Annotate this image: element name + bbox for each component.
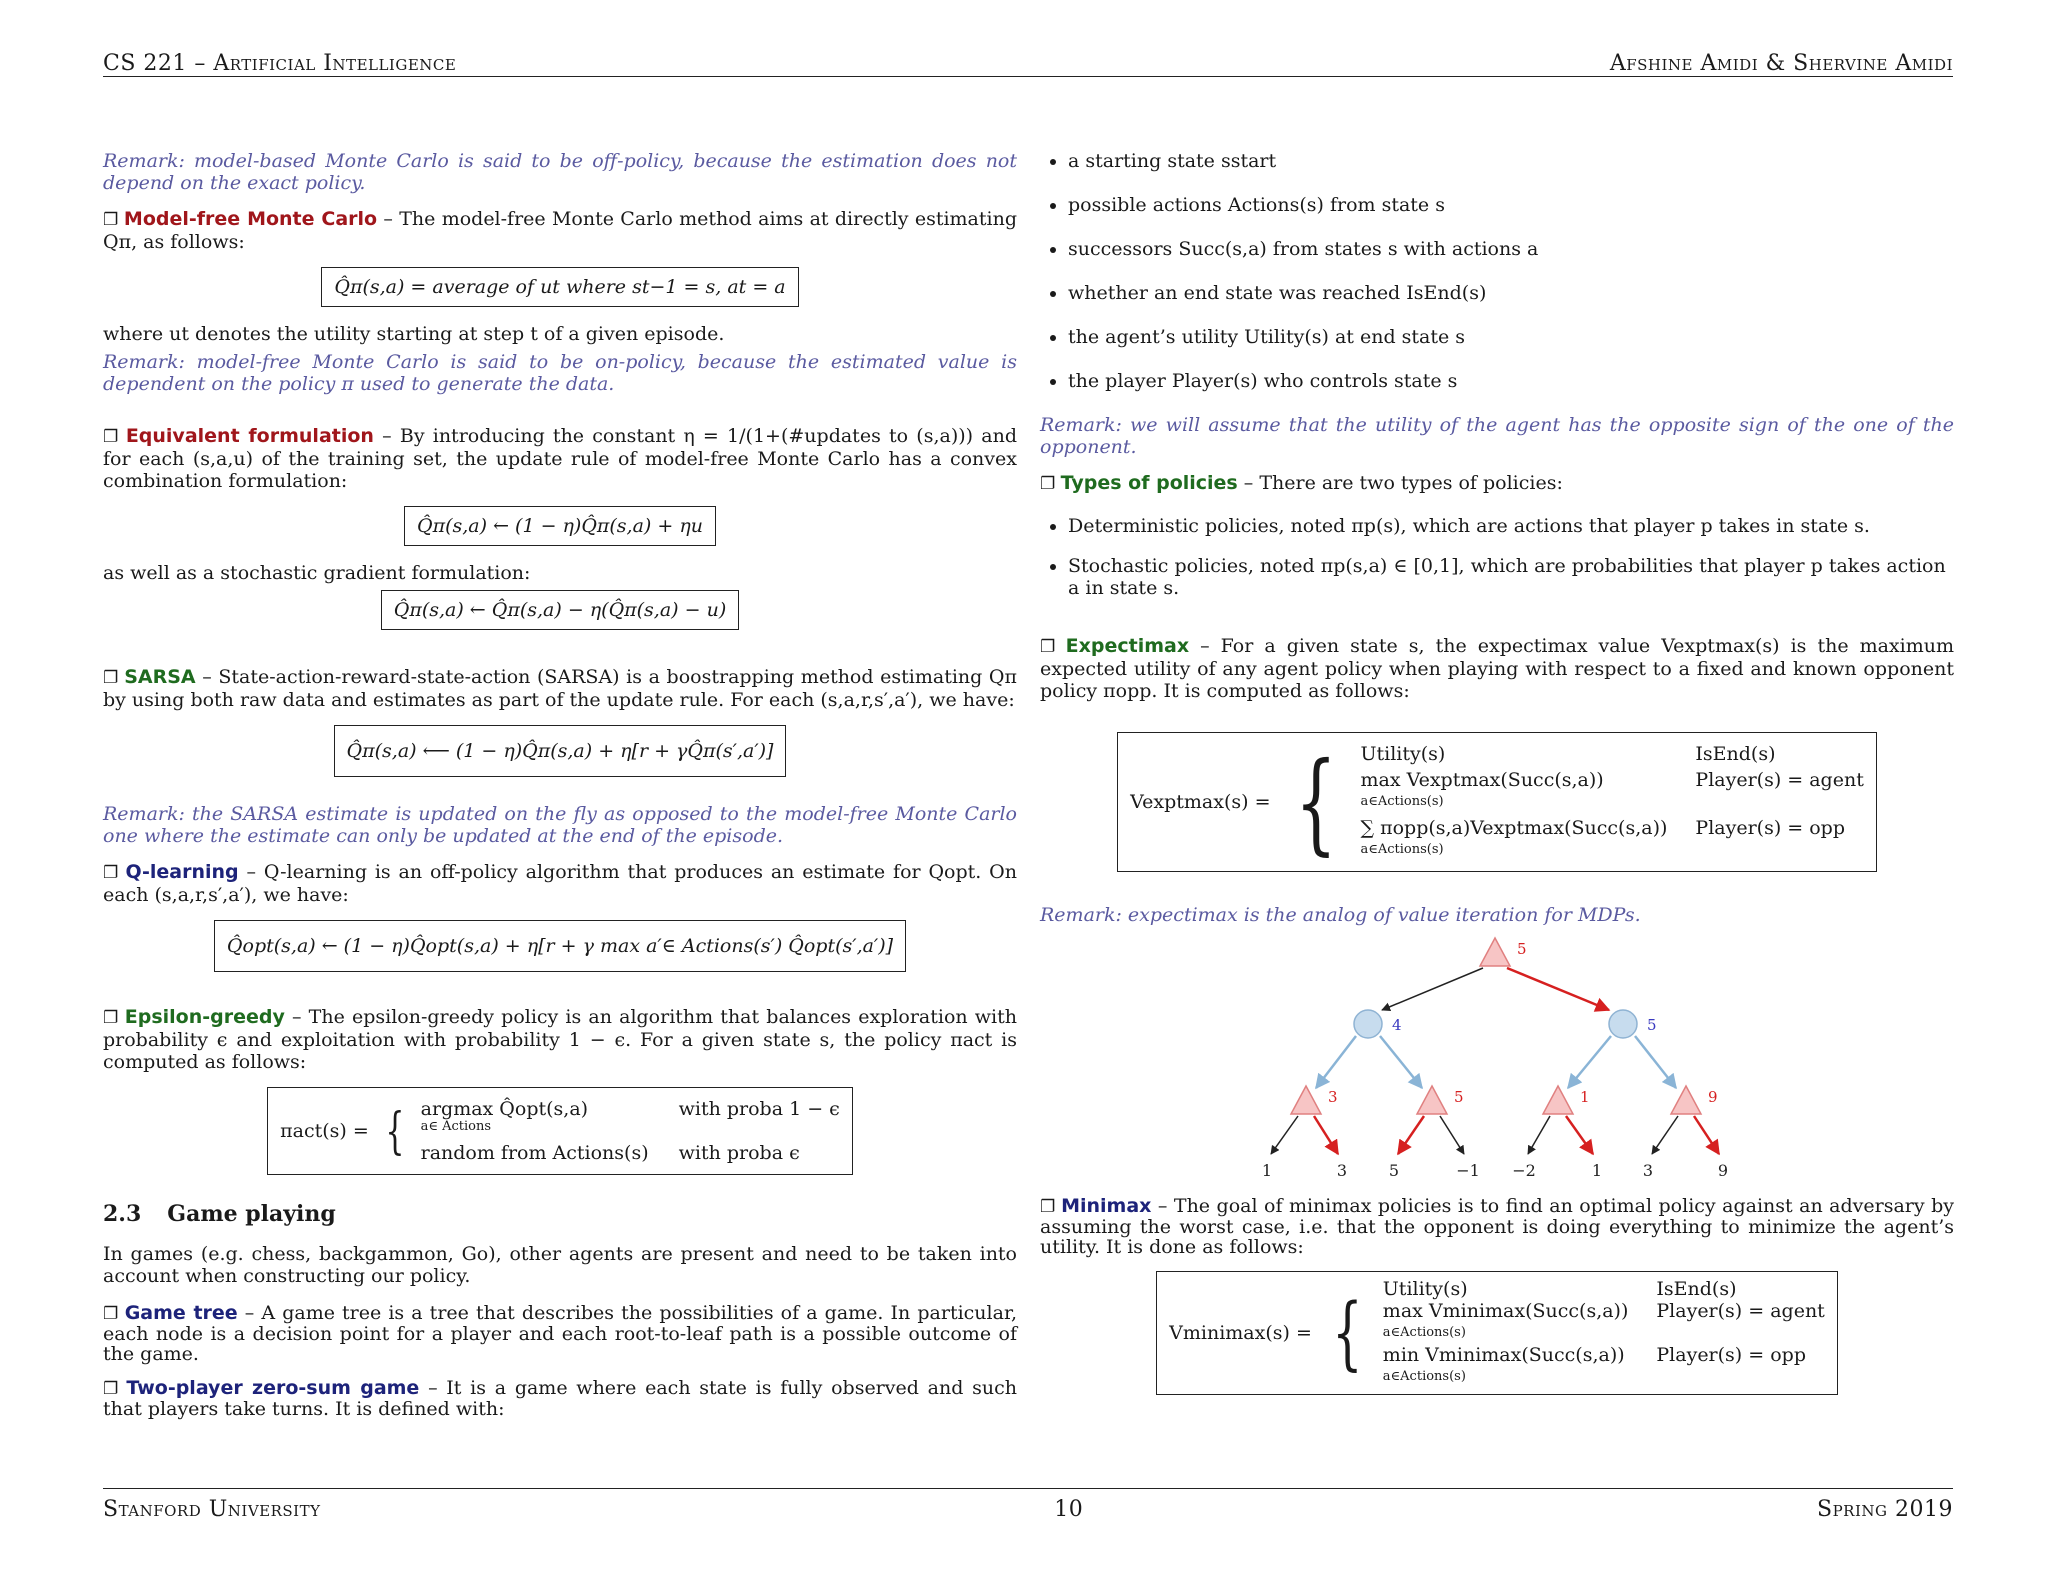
- mm-lhs: Vminimax(s) =: [1169, 1322, 1312, 1344]
- max-node-icon: [1671, 1086, 1701, 1114]
- em-row-expr: Utility(s): [1360, 743, 1446, 765]
- checkbox-icon: ❐: [103, 1304, 125, 1324]
- ql-text: – Q-learning is an off-policy algorithm that produces an estimate for Qopt. On each (s,a,r,s′,a′), we have:: [103, 861, 1017, 906]
- checkbox-icon: ❐: [103, 427, 126, 447]
- mm-row-expr: Utility(s): [1382, 1278, 1468, 1300]
- page-footer: [103, 1488, 1953, 1529]
- sarsa-text: – State-action-reward-state-action (SARSA) is a boostrapping method estimating Qπ by using both raw data and estimates as part of the update rule. For each (s,a,r,s′,a′), we have:: [103, 666, 1017, 711]
- checkbox-icon: ❐: [1040, 637, 1066, 657]
- tree-arrow: [1271, 1116, 1298, 1154]
- leaf-value: 5: [1388, 1161, 1400, 1180]
- list-item: • successors Succ(s,a) from states s with actions a: [1068, 238, 1954, 260]
- remark-model-free: Remark: model-free Monte Carlo is said to be on-policy, because the estimated value is dependent on the policy π used to generate the data.: [103, 351, 1017, 395]
- eq-between: as well as a stochastic gradient formulation:: [103, 562, 531, 584]
- tp-title: Two-player zero-sum game: [126, 1377, 420, 1399]
- checkbox-icon: ❐: [103, 210, 124, 230]
- tree-arrow: [1568, 1036, 1611, 1088]
- eq-formula-sgd: Q̂π(s,a) ← Q̂π(s,a) − η(Q̂π(s,a) − u): [381, 590, 739, 630]
- university: Stanford University: [103, 1496, 321, 1522]
- tree-arrow: [1316, 1036, 1356, 1088]
- chance-node-icon: [1609, 1010, 1637, 1038]
- em-row-cond: IsEnd(s): [1695, 743, 1776, 765]
- tree-arrow: [1652, 1116, 1678, 1154]
- em-row-cond: Player(s) = agent: [1695, 769, 1864, 791]
- max-node-value: 5: [1454, 1088, 1464, 1106]
- em-title: Expectimax: [1065, 635, 1190, 657]
- ql-paragraph: [103, 861, 1017, 906]
- left-brace-icon: {: [1294, 738, 1337, 866]
- tree-arrow: [1694, 1116, 1719, 1154]
- tree-arrow: [1528, 1116, 1550, 1154]
- max-node-value: 5: [1517, 940, 1527, 958]
- leaf-value: −2: [1512, 1161, 1536, 1180]
- sarsa-title: SARSA: [124, 666, 196, 688]
- remark-sarsa: Remark: the SARSA estimate is updated on the fly as opposed to the model-free Monte Carlo one where the estimate can only be updated at the end of the episode.: [103, 803, 1017, 847]
- tree-arrow: [1380, 1036, 1422, 1088]
- em-lhs: Vexptmax(s) =: [1130, 791, 1271, 813]
- tree-arrow: [1314, 1116, 1338, 1154]
- right-column: [1040, 150, 1954, 1425]
- gt-title: Game tree: [124, 1302, 238, 1324]
- tp-text: – It is a game where each state is fully observed and such that players take turns. It is defined with:: [103, 1377, 1017, 1420]
- chance-node-value: 4: [1392, 1016, 1402, 1034]
- sarsa-paragraph: [103, 666, 1017, 711]
- tree-arrow: [1382, 968, 1483, 1010]
- max-node-icon: [1417, 1086, 1447, 1114]
- em-row-expr: ∑ πopp(s,a)Vexptmax(Succ(s,a)) a∈Actions(s): [1360, 817, 1668, 857]
- tp-paragraph: [103, 1378, 1017, 1419]
- expectimax-formula: [1117, 732, 1877, 872]
- eq-formula-convex: Q̂π(s,a) ← (1 − η)Q̂π(s,a) + ηu: [404, 506, 716, 546]
- mfmc-formula: Q̂π(s,a) = average of ut where st−1 = s, at = a: [321, 267, 798, 307]
- mm-paragraph: [1040, 1196, 1954, 1257]
- max-node-value: 3: [1328, 1088, 1338, 1106]
- leaf-value: −1: [1456, 1161, 1480, 1180]
- leaf-value: 1: [1591, 1161, 1603, 1180]
- max-node-icon: [1543, 1086, 1573, 1114]
- checkbox-icon: ❐: [103, 1379, 127, 1399]
- eq-title: Equivalent formulation: [125, 425, 374, 447]
- checkbox-icon: ❐: [1040, 1197, 1062, 1217]
- minimax-formula: [1156, 1271, 1838, 1395]
- authors: Afshine Amidi & Shervine Amidi: [1609, 51, 1953, 76]
- mm-row-cond: Player(s) = agent: [1656, 1300, 1825, 1322]
- mfmc-paragraph: [103, 208, 1017, 253]
- mfmc-text: – The model-free Monte Carlo method aims at directly estimating Qπ, as follows:: [103, 208, 1017, 253]
- em-paragraph: [1040, 635, 1954, 702]
- em-text: – For a given state s, the expectimax value Vexptmax(s) is the maximum expected utility of any agent policy when playing with respect to a fixed and known opponent policy πopp. It is computed as follows:: [1040, 635, 1954, 702]
- eg-title: Epsilon-greedy: [124, 1006, 285, 1028]
- em-row-expr: max Vexptmax(Succ(s,a)) a∈Actions(s): [1360, 769, 1604, 809]
- gp-paragraph: In games (e.g. chess, backgammon, Go), other agents are present and need to be taken into account when constructing our policy.: [103, 1243, 1017, 1287]
- left-brace-icon: {: [385, 1102, 405, 1160]
- em-cases: [1361, 743, 1864, 861]
- mfmc-after: where ut denotes the utility starting at step t of a given episode.: [103, 323, 725, 345]
- minimax-tree-diagram: [1040, 932, 1954, 1192]
- ql-formula: Q̂opt(s,a) ← (1 − η)Q̂opt(s,a) + η[r + γ max a′∈ Actions(s′) Q̂opt(s′,a′)]: [214, 920, 906, 972]
- eg-lhs: πact(s) =: [280, 1120, 369, 1142]
- left-brace-icon: {: [1332, 1286, 1363, 1379]
- mm-row-cond: IsEnd(s): [1656, 1278, 1737, 1300]
- checkbox-icon: ❐: [103, 668, 125, 688]
- max-node-icon: [1480, 938, 1510, 966]
- max-node-value: 1: [1580, 1088, 1590, 1106]
- eg-paragraph: [103, 1006, 1017, 1073]
- leaf-value: 1: [1261, 1161, 1273, 1180]
- leaf-value: 3: [1336, 1161, 1348, 1180]
- list-item: • a starting state sstart: [1068, 150, 1954, 172]
- list-item: • possible actions Actions(s) from state s: [1068, 194, 1954, 216]
- eq-text: – By introducing the constant η = 1/(1+(#updates to (s,a))) and for each (s,a,u) of the training set, the update rule of model-free Monte Carlo has a convex combination formulation:: [103, 425, 1017, 492]
- mm-row-expr: max Vminimax(Succ(s,a)) a∈Actions(s): [1382, 1300, 1629, 1340]
- sarsa-formula: Q̂π(s,a) ⟵ (1 − η)Q̂π(s,a) + η[r + γQ̂π(s′,a′)]: [334, 725, 787, 777]
- eg-cases: [421, 1098, 840, 1164]
- tree-arrow: [1507, 968, 1609, 1010]
- chance-node-icon: [1354, 1010, 1382, 1038]
- eg-case-2: random from Actions(s): [420, 1142, 649, 1164]
- list-item: • Stochastic policies, noted πp(s,a) ∈ [0,1], which are probabilities that player p takes action a in state s.: [1068, 555, 1954, 599]
- tree-arrow: [1440, 1116, 1464, 1154]
- tpol-text: – There are two types of policies:: [1237, 472, 1563, 494]
- ql-title: Q-learning: [125, 861, 239, 883]
- mm-row-cond: Player(s) = opp: [1656, 1344, 1806, 1366]
- mfmc-title: Model-free Monte Carlo: [123, 208, 378, 230]
- remark-model-based: Remark: model-based Monte Carlo is said to be off-policy, because the estimation does not depend on the exact policy.: [103, 150, 1017, 194]
- list-item: • whether an end state was reached IsEnd(s): [1068, 282, 1954, 304]
- list-item: • the player Player(s) who controls state s: [1068, 370, 1954, 392]
- mm-title: Minimax: [1061, 1195, 1152, 1217]
- eg-case-1: argmax Q̂opt(s,a) a∈ Actions: [420, 1098, 589, 1134]
- course-title: CS 221 – Artificial Intelligence: [103, 51, 457, 76]
- leaf-value: 9: [1717, 1161, 1729, 1180]
- policy-types-list: [1040, 515, 1954, 599]
- list-item: • Deterministic policies, noted πp(s), which are actions that player p takes in state s.: [1068, 515, 1954, 537]
- game-components-list: [1040, 150, 1954, 392]
- tree-arrow: [1635, 1036, 1676, 1088]
- eq-paragraph: [103, 425, 1017, 492]
- mm-row-expr: min Vminimax(Succ(s,a)) a∈Actions(s): [1382, 1344, 1625, 1384]
- em-row-cond: Player(s) = opp: [1695, 817, 1845, 839]
- eg-cond-1: with proba 1 − ϵ: [678, 1098, 840, 1120]
- tree-arrow: [1398, 1116, 1424, 1154]
- checkbox-icon: ❐: [1040, 474, 1061, 494]
- gt-text: – A game tree is a tree that describes the possibilities of a game. In particular, each node is a decision point for a player and each root-to-leaf path is a possible outcome of the game.: [103, 1302, 1017, 1365]
- leaf-value: 3: [1642, 1161, 1654, 1180]
- mm-cases: [1383, 1278, 1825, 1388]
- tpol-title: Types of policies: [1060, 472, 1238, 494]
- checkbox-icon: ❐: [103, 863, 126, 883]
- list-item: • the agent’s utility Utility(s) at end state s: [1068, 326, 1954, 348]
- term: Spring 2019: [1817, 1496, 1953, 1522]
- max-node-value: 9: [1708, 1088, 1718, 1106]
- remark-opposite-sign: Remark: we will assume that the utility of the agent has the opposite sign of the one of the opponent.: [1040, 414, 1954, 458]
- eg-cond-2: with proba ϵ: [678, 1142, 800, 1164]
- page-header: [103, 44, 1953, 77]
- eg-formula: [267, 1087, 853, 1175]
- max-node-icon: [1291, 1086, 1321, 1114]
- remark-expectimax: Remark: expectimax is the analog of value iteration for MDPs.: [1040, 904, 1641, 926]
- section-heading: 2.3 Game playing: [103, 1201, 336, 1227]
- page-number: 10: [1054, 1496, 1084, 1522]
- eg-text: – The epsilon-greedy policy is an algorithm that balances exploration with probability ϵ and exploitation with probability 1 − ϵ. For a given state s, the policy πact is computed as follows:: [103, 1006, 1017, 1073]
- checkbox-icon: ❐: [103, 1008, 125, 1028]
- gt-paragraph: [103, 1303, 1017, 1364]
- tpol-paragraph: [1040, 472, 1954, 495]
- chance-node-value: 5: [1647, 1016, 1657, 1034]
- mm-text: – The goal of minimax policies is to find an optimal policy against an adversary by assuming the worst case, i.e. that the opponent is doing everything to minimize the agent’s utility. It is done as follows:: [1040, 1195, 1954, 1258]
- tree-arrow: [1566, 1116, 1593, 1154]
- left-column: [103, 150, 1017, 1433]
